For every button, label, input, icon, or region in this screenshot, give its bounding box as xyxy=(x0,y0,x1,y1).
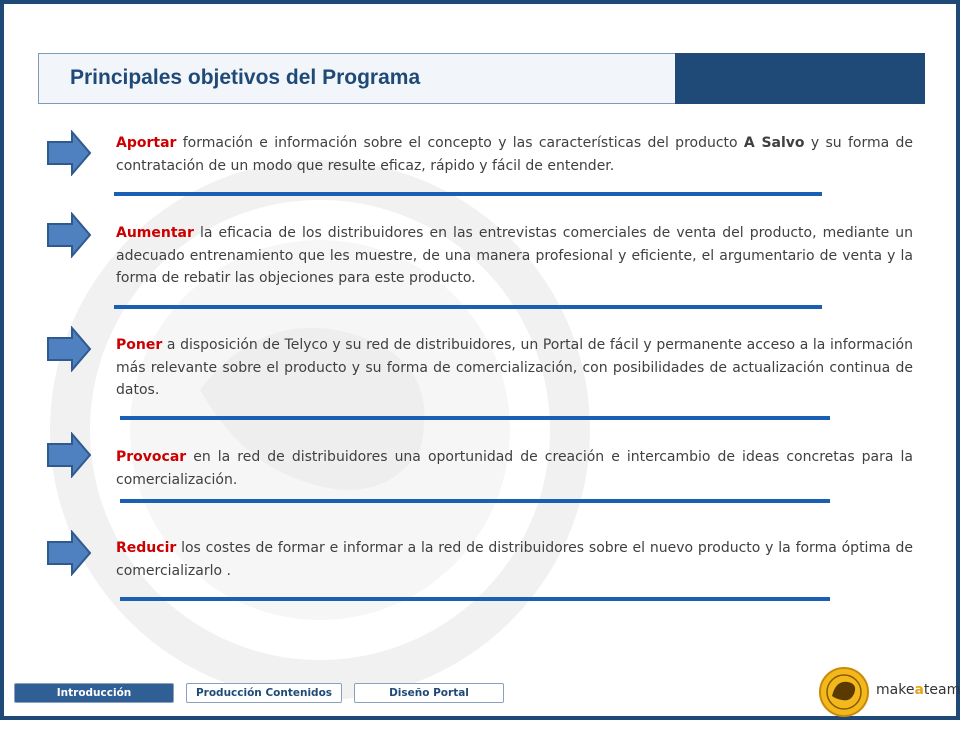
divider xyxy=(120,499,830,503)
brand-part: team xyxy=(923,682,960,698)
objective-keyword: Aumentar xyxy=(116,225,194,241)
objective-2 xyxy=(116,222,913,290)
objective-text: formación e información sobre el concepto y las características del producto xyxy=(176,135,744,151)
brand-part: make xyxy=(876,682,915,698)
objective-keyword: Provocar xyxy=(116,449,187,465)
page-title: Principales objetivos del Programa xyxy=(70,66,421,89)
objective-text: los costes de formar e informar a la red de distribuidores sobre el nuevo producto y la forma óptima de comercializarlo . xyxy=(116,540,913,579)
product-name: A Salvo xyxy=(743,135,805,151)
objective-3 xyxy=(116,334,913,402)
objective-text: en la red de distribuidores una oportunidad de creación e intercambio de ideas concretas para la comercialización. xyxy=(116,449,913,488)
objective-4 xyxy=(116,446,913,491)
objective-5 xyxy=(116,537,913,582)
arrow-right-icon xyxy=(46,130,92,176)
divider xyxy=(114,192,822,196)
divider xyxy=(120,416,830,420)
objective-text: a disposición de Telyco y su red de distribuidores, un Portal de fácil y permanente acceso a la información más relevante sobre el producto y su forma de comercialización, con posibilidades de actualización continua de datos. xyxy=(116,337,913,398)
divider xyxy=(114,305,822,309)
divider xyxy=(120,597,830,601)
arrow-right-icon xyxy=(46,326,92,372)
tab-produccion-contenidos[interactable]: Producción Contenidos xyxy=(186,683,342,703)
arrow-right-icon xyxy=(46,530,92,576)
title-accent-block xyxy=(675,53,925,104)
objective-keyword: Aportar xyxy=(116,135,177,151)
arrow-right-icon xyxy=(46,212,92,258)
makeateam-logo-icon xyxy=(818,666,870,718)
objective-text: la eficacia de los distribuidores en las entrevistas comerciales de venta del producto, mediante un adecuado entrenamiento que les muestre, de una manera profesional y eficiente, el argumentario de venta y la forma de rebatir las objeciones para este producto. xyxy=(116,225,913,286)
objective-keyword: Reducir xyxy=(116,540,177,556)
objective-keyword: Poner xyxy=(116,337,163,353)
tab-introduccion[interactable]: Introducción xyxy=(14,683,174,703)
tab-diseno-portal[interactable]: Diseño Portal xyxy=(354,683,504,703)
brand-part: a xyxy=(914,682,924,698)
arrow-right-icon xyxy=(46,432,92,478)
objective-1 xyxy=(116,132,913,177)
objective-text: y su forma de contratación de un modo que resulte eficaz, rápido y fácil de entender. xyxy=(116,135,913,174)
brand-name xyxy=(876,682,960,698)
